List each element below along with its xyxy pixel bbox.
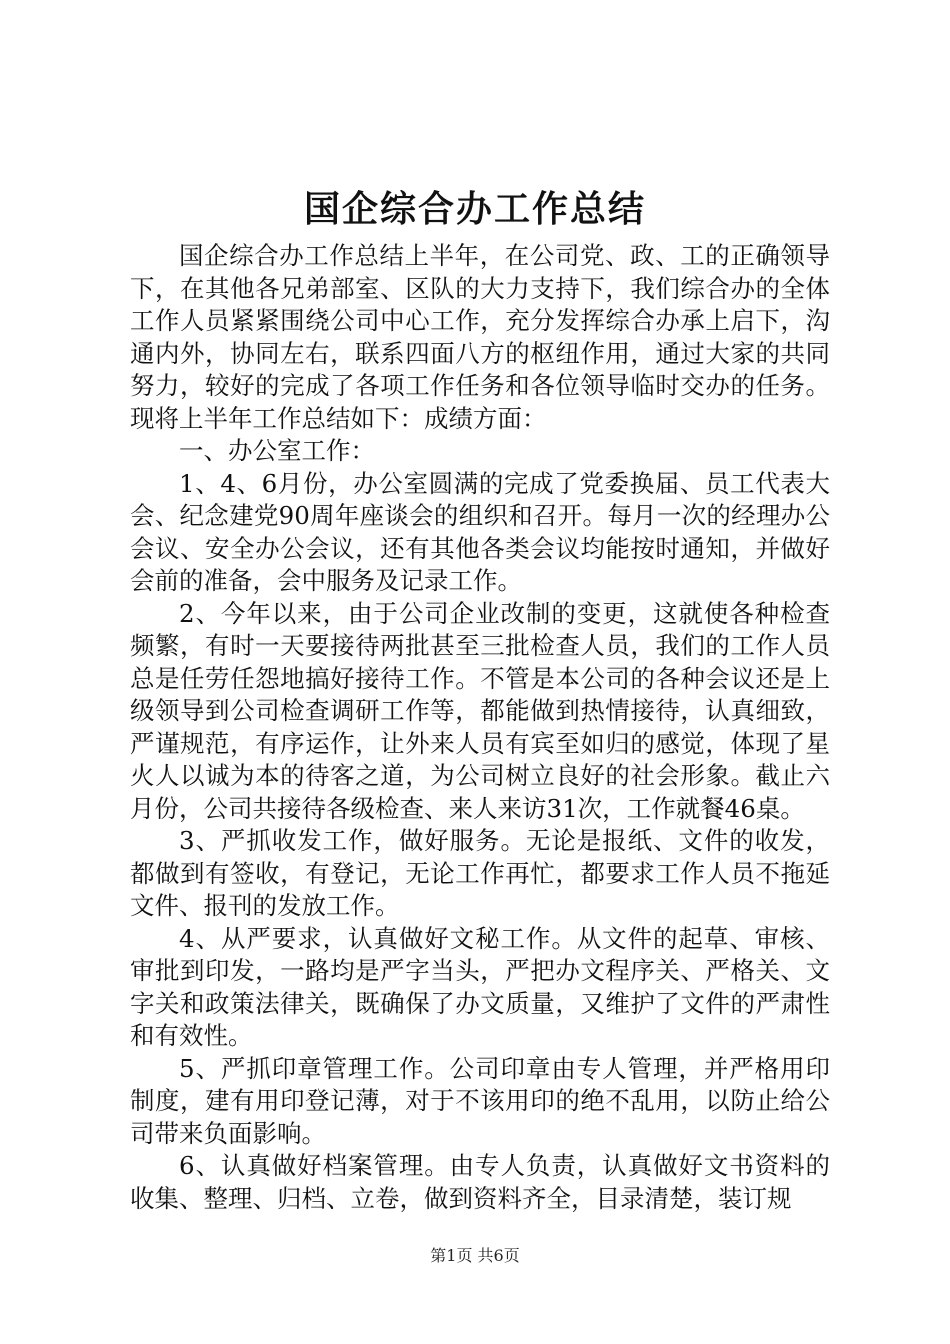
paragraph-intro: 国企综合办工作总结上半年，在公司党、政、工的正确领导下，在其他各兄弟部室、区队的大力支持下，我们综合办的全体工作人员紧紧围绕公司中心工作，充分发挥综合办承上启下，沟通内外，协同左右，联系四面八方的枢纽作用，通过大家的共同努力，较好的完成了各项工作任务和各位领导临时交办的任务。现将上半年工作总结如下：成绩方面： <box>130 241 830 433</box>
paragraph-item-4: 4、从严要求，认真做好文秘工作。从文件的起草、审核、审批到印发，一路均是严字当头，严把办文程序关、严格关、文字关和政策法律关，既确保了办文质量，又维护了文件的严肃性和有效性。 <box>130 923 830 1050</box>
paragraph-item-5: 5、严抓印章管理工作。公司印章由专人管理，并严格用印制度，建有用印登记薄，对于不该用印的绝不乱用，以防止给公司带来负面影响。 <box>130 1053 830 1148</box>
document-body <box>130 240 830 1215</box>
paragraph-item-1: 1、4、6月份，办公室圆满的完成了党委换届、员工代表大会、纪念建党90周年座谈会的组织和召开。每月一次的经理办公会议、安全办公会议，还有其他各类会议均能按时通知，并做好会前的准备，会中服务及记录工作。 <box>130 468 830 595</box>
paragraph-item-3: 3、严抓收发工作，做好服务。无论是报纸、文件的收发，都做到有签收，有登记，无论工作再忙，都要求工作人员不拖延文件、报刊的发放工作。 <box>130 826 830 920</box>
page-footer: 第1页 共6页 <box>430 1246 520 1265</box>
paragraph-item-6: 6、认真做好档案管理。由专人负责，认真做好文书资料的收集、整理、归档、立卷，做到资料齐全，目录清楚，装订规 <box>130 1151 830 1213</box>
section-heading-office-work: 一、办公室工作： <box>179 436 375 465</box>
paragraph-item-2: 2、今年以来，由于公司企业改制的变更，这就使各种检查频繁，有时一天要接待两批甚至三批检查人员，我们的工作人员总是任劳任怨地搞好接待工作。不管是本公司的各种会议还是上级领导到公司检查调研工作等，都能做到热情接待，认真细致，严谨规范，有序运作，让外来人员有宾至如归的感觉，体现了星火人以诚为本的待客之道，为公司树立良好的社会形象。截止六月份，公司共接待各级检查、来人来访31次，工作就餐46桌。 <box>130 598 830 823</box>
document-title: 国企综合办工作总结 <box>303 188 646 230</box>
